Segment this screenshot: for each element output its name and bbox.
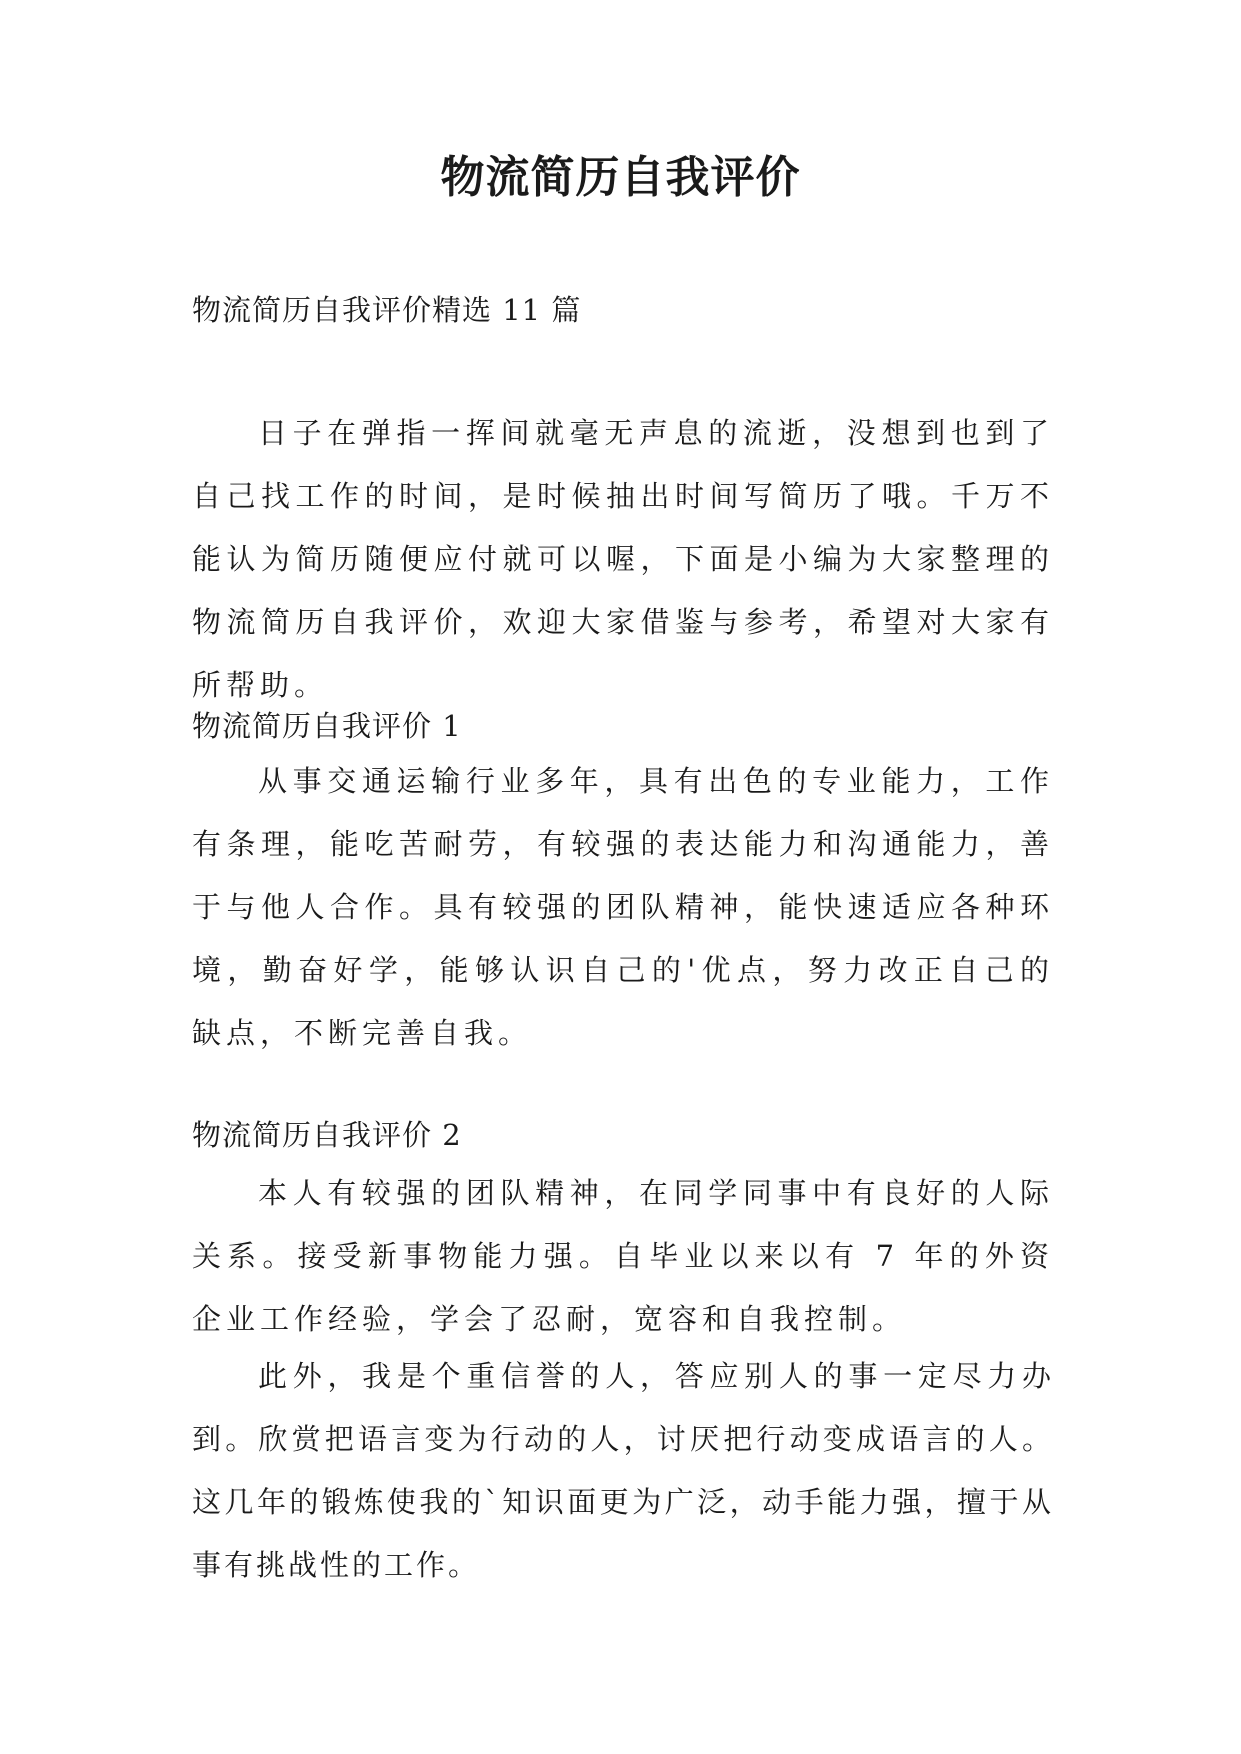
document-subtitle: 物流简历自我评价精选 11 篇	[192, 293, 582, 327]
document-title: 物流简历自我评价	[440, 152, 801, 203]
section-1-paragraph-1: 从事交通运输行业多年，具有出色的专业能力，工作有条理，能吃苦耐劳，有较强的表达能力和沟通能力，善于与他人合作。具有较强的团队精神，能快速适应各种环境，勤奋好学，能够认识自己的'优点，努力改正自己的缺点，不断完善自我。	[192, 764, 1054, 1050]
section-heading-1: 物流简历自我评价 1	[192, 709, 462, 743]
intro-paragraph: 日子在弹指一挥间就毫无声息的流逝，没想到也到了自己找工作的时间，是时候抽出时间写简历了哦。千万不能认为简历随便应付就可以喔，下面是小编为大家整理的物流简历自我评价，欢迎大家借鉴与参考，希望对大家有所帮助。	[192, 416, 1054, 702]
section-2-paragraph-1: 本人有较强的团队精神，在同学同事中有良好的人际关系。接受新事物能力强。自毕业以来以有 7 年的外资企业工作经验，学会了忍耐，宽容和自我控制。	[192, 1176, 1054, 1336]
section-2-paragraph-2: 此外，我是个重信誉的人，答应别人的事一定尽力办到。欣赏把语言变为行动的人，讨厌把行动变成语言的人。这几年的锻炼使我的`知识面更为广泛，动手能力强，擅于从事有挑战性的工作。	[192, 1359, 1054, 1582]
section-heading-2: 物流简历自我评价 2	[192, 1118, 462, 1152]
